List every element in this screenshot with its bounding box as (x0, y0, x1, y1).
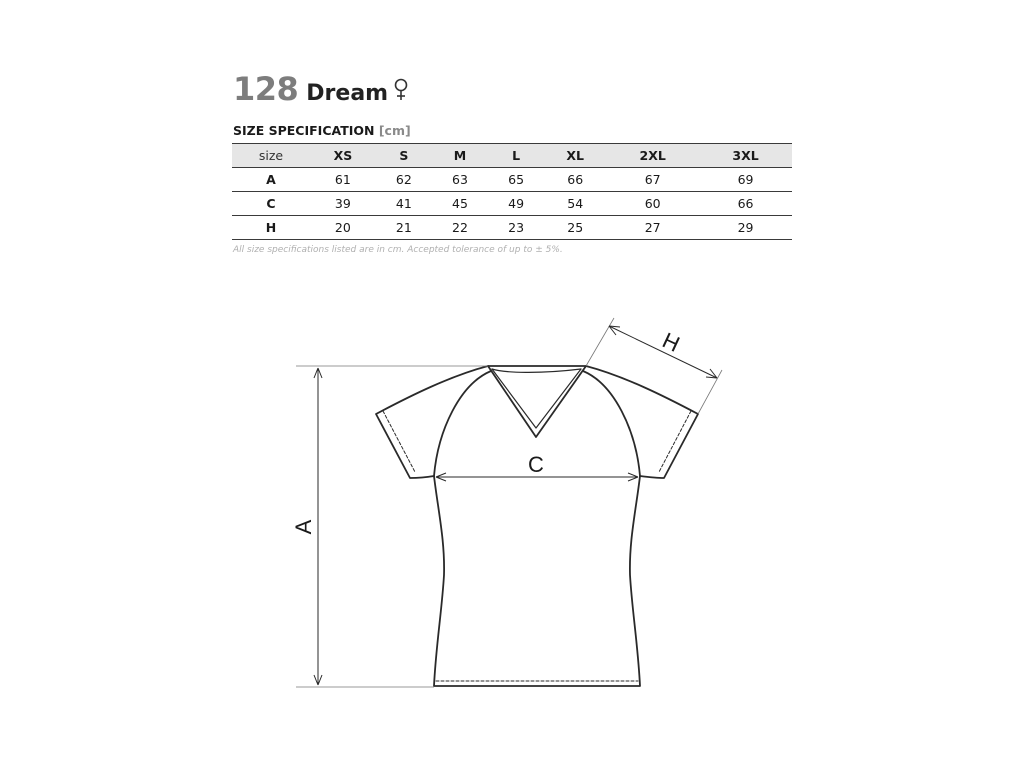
size-header-cell: 3XL (699, 144, 792, 168)
size-header-cell: XL (544, 144, 606, 168)
table-cell: 39 (310, 192, 376, 216)
size-header-cell: M (432, 144, 488, 168)
table-cell: 27 (606, 216, 699, 240)
table-cell: 41 (376, 192, 432, 216)
product-code: 128 (233, 70, 299, 108)
row-label: C (232, 192, 310, 216)
dimension-a (296, 366, 488, 687)
tolerance-note: All size specifications listed are in cm. Accepted tolerance of up to ± 5%. (233, 245, 563, 255)
table-cell: 61 (310, 168, 376, 192)
table-cell: 65 (488, 168, 544, 192)
table-cell: 20 (310, 216, 376, 240)
table-cell: 25 (544, 216, 606, 240)
size-header-cell: S (376, 144, 432, 168)
size-header-cell: XS (310, 144, 376, 168)
table-cell: 67 (606, 168, 699, 192)
table-cell: 62 (376, 168, 432, 192)
size-header-label: size (232, 144, 310, 168)
dimension-h-label: H (658, 327, 684, 357)
dimension-a-label: A (291, 519, 316, 535)
table-cell: 45 (432, 192, 488, 216)
size-header-cell: 2XL (606, 144, 699, 168)
table-cell: 23 (488, 216, 544, 240)
table-cell: 54 (544, 192, 606, 216)
table-cell: 60 (606, 192, 699, 216)
spec-unit: [cm] (378, 123, 411, 138)
row-label: H (232, 216, 310, 240)
table-cell: 63 (432, 168, 488, 192)
spec-heading-text: SIZE SPECIFICATION (233, 123, 375, 138)
size-header-cell: L (488, 144, 544, 168)
dimension-c-label: C (528, 452, 544, 477)
dimension-h (586, 318, 722, 414)
table-cell: 22 (432, 216, 488, 240)
tshirt-outline (376, 366, 698, 686)
table-cell: 66 (544, 168, 606, 192)
table-cell: 49 (488, 192, 544, 216)
product-name: Dream (306, 81, 389, 106)
row-label: A (232, 168, 310, 192)
table-cell: 69 (699, 168, 792, 192)
table-cell: 21 (376, 216, 432, 240)
table-cell: 66 (699, 192, 792, 216)
table-cell: 29 (699, 216, 792, 240)
